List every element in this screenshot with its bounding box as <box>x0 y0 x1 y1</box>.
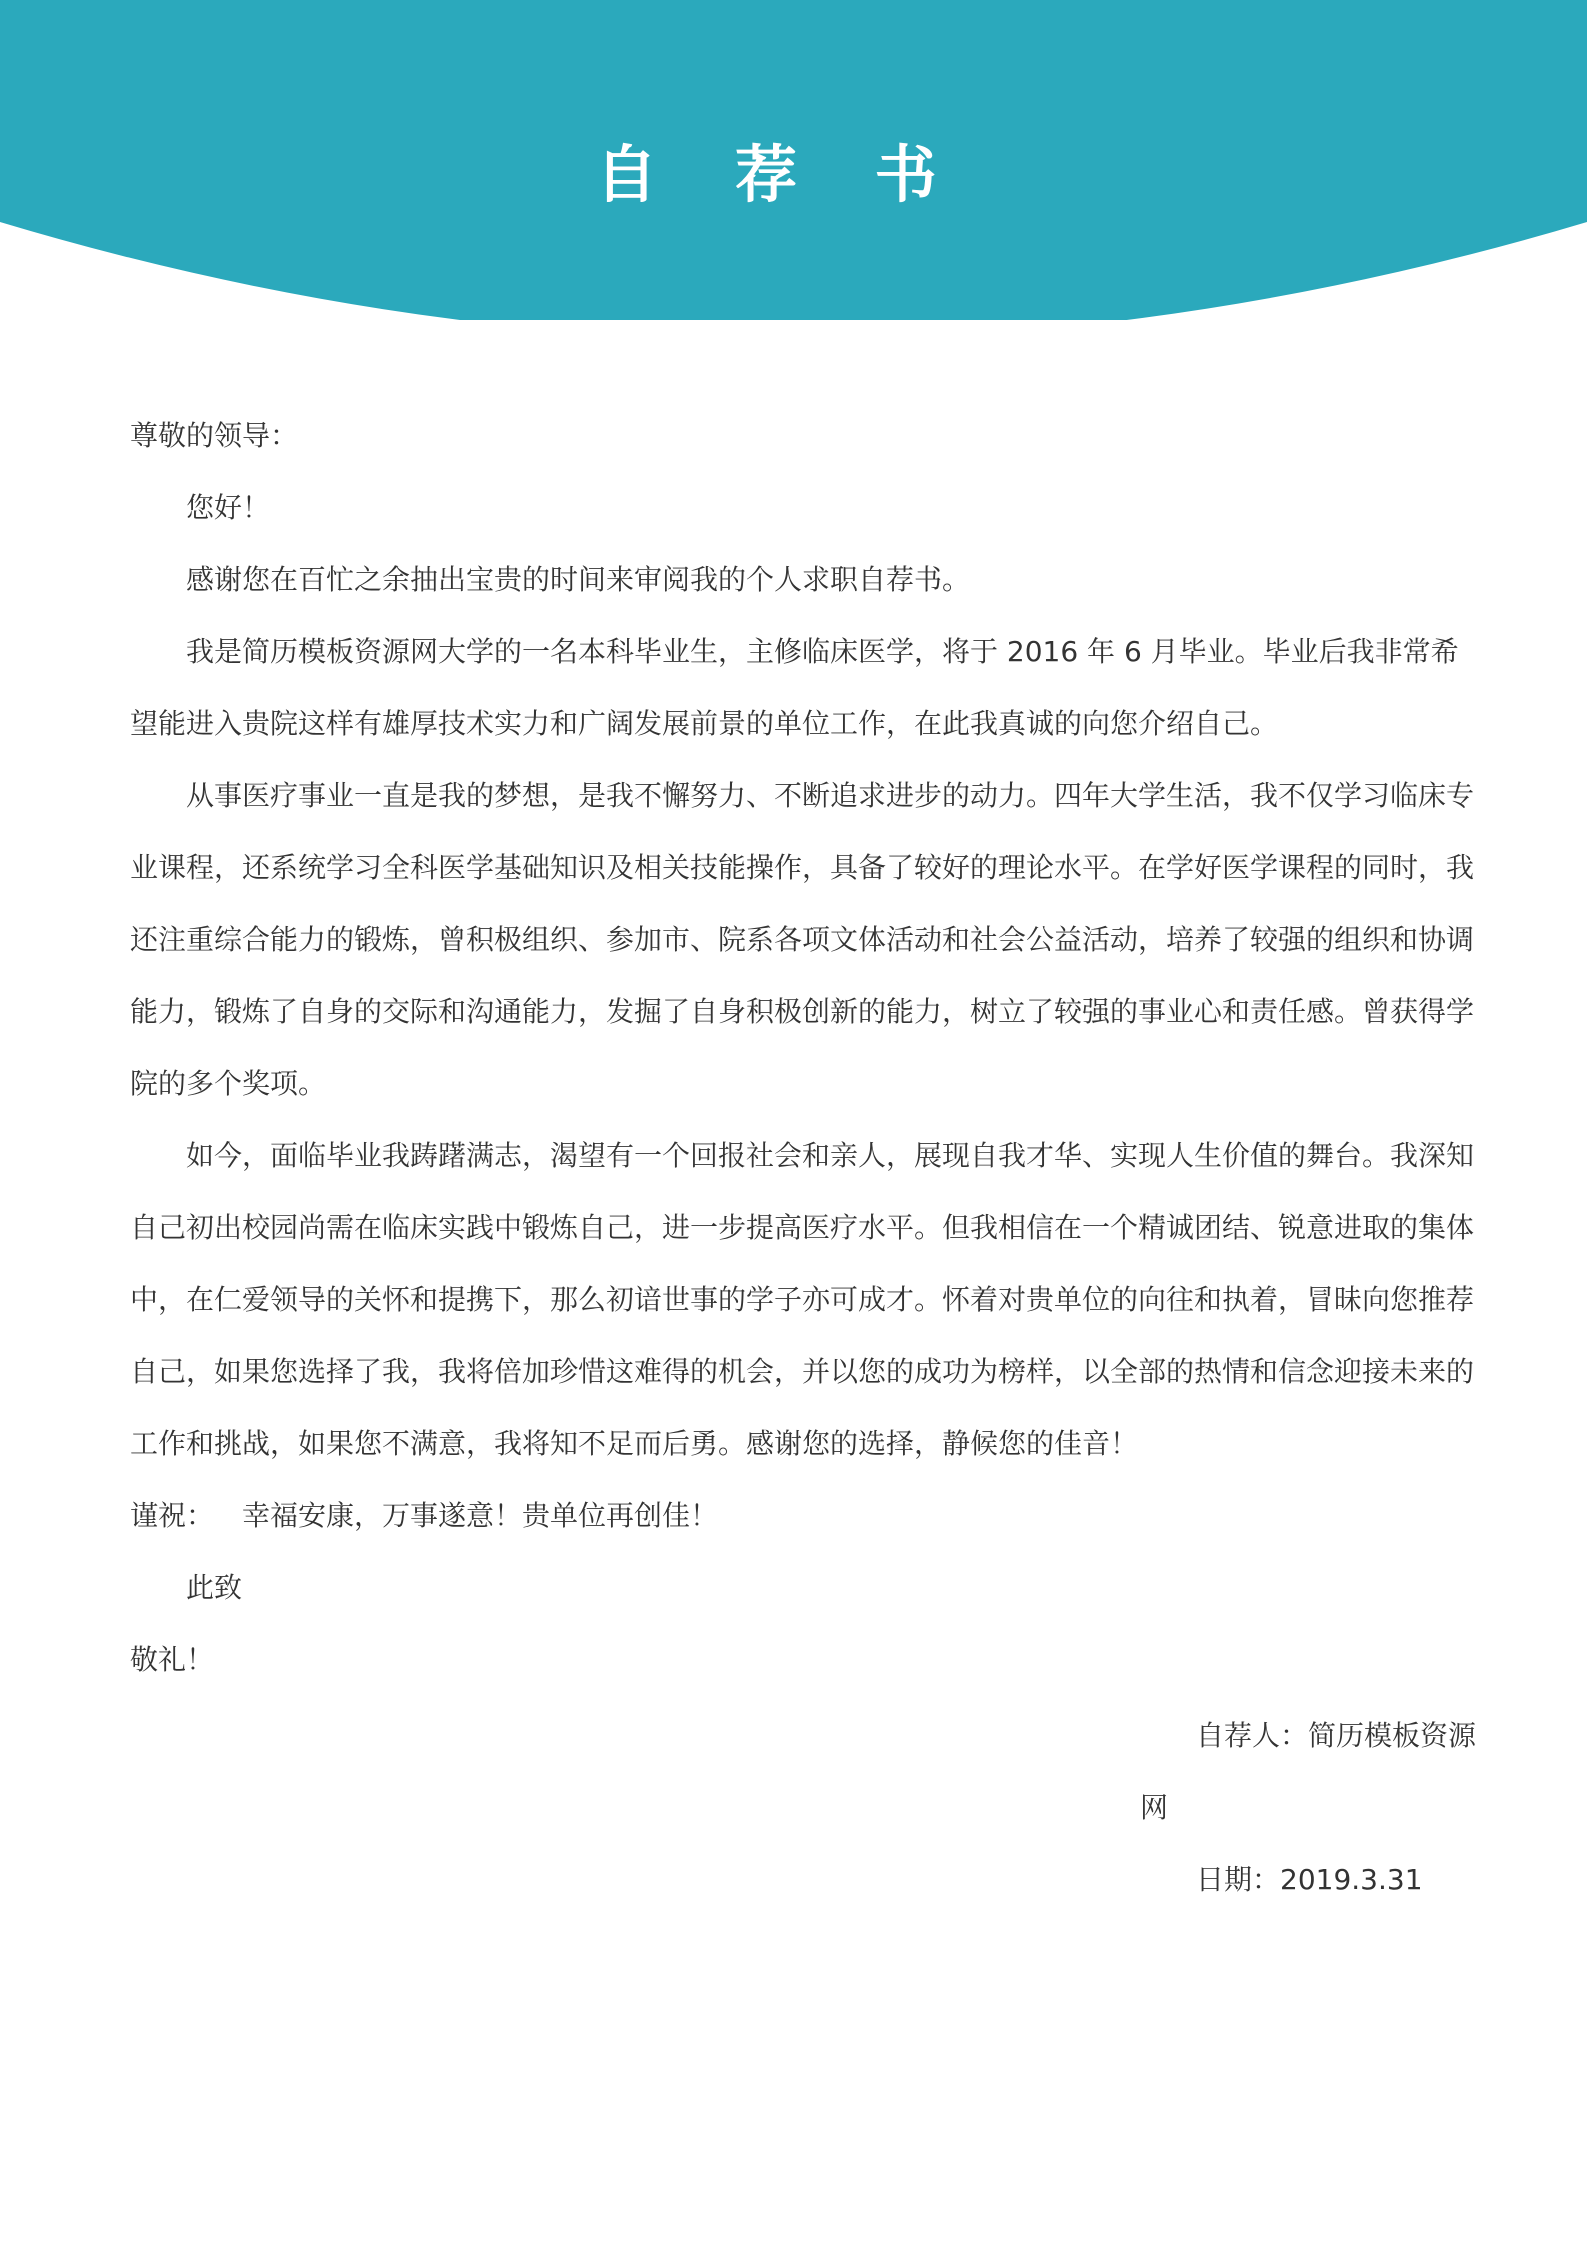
paragraph-experience: 从事医疗事业一直是我的梦想，是我不懈努力、不断追求进步的动力。四年大学生活，我不仅学习临床专业课程，还系统学习全科医学基础知识及相关技能操作，具备了较好的理论水平。在学好医学课程的同时，我还注重综合能力的锻炼，曾积极组织、参加市、院系各项文体活动和社会公益活动，培养了较强的组织和协调能力，锻炼了自身的交际和沟通能力，发掘了自身积极创新的能力，树立了较强的事业心和责任感。曾获得学院的多个奖项。 <box>130 779 1475 1100</box>
greeting: 您好！ <box>186 491 271 524</box>
closing-1: 此致 <box>186 1571 243 1604</box>
recommender-wrap: 网 <box>1140 1791 1169 1824</box>
wishes-line <box>130 1480 1485 1552</box>
recommender-line: 自荐人：简历模板资源 <box>1196 1719 1477 1752</box>
paragraph-introduction: 我是简历模板资源网大学的一名本科毕业生，主修临床医学，将于 2016 年 6 月毕业。毕业后我非常希望能进入贵院这样有雄厚技术实力和广阔发展前景的单位工作，在此我真诚的向您介绍自己。 <box>130 635 1459 740</box>
signature-block <box>1140 1700 1500 1916</box>
salutation: 尊敬的领导： <box>130 419 299 452</box>
letter-body <box>130 400 1485 1696</box>
paragraph-thanks: 感谢您在百忙之余抽出宝贵的时间来审阅我的个人求职自荐书。 <box>186 563 971 596</box>
document-title: 自 荐 书 <box>595 138 965 211</box>
wishes-label: 谨祝： <box>130 1499 215 1532</box>
paragraph-aspiration: 如今，面临毕业我踌躇满志，渴望有一个回报社会和亲人，展现自我才华、实现人生价值的舞台。我深知自己初出校园尚需在临床实践中锻炼自己，进一步提高医疗水平。但我相信在一个精诚团结、锐意进取的集体中，在仁爱领导的关怀和提携下，那么初谙世事的学子亦可成才。怀着对贵单位的向往和执着，冒昧向您推荐自己，如果您选择了我，我将倍加珍惜这难得的机会，并以您的成功为榜样，以全部的热情和信念迎接未来的工作和挑战，如果您不满意，我将知不足而后勇。感谢您的选择，静候您的佳音！ <box>130 1139 1475 1460</box>
date-line: 日期：2019.3.31 <box>1196 1863 1423 1896</box>
wishes-text: 幸福安康，万事遂意！贵单位再创佳！ <box>242 1499 719 1532</box>
closing-2: 敬礼！ <box>130 1643 215 1676</box>
